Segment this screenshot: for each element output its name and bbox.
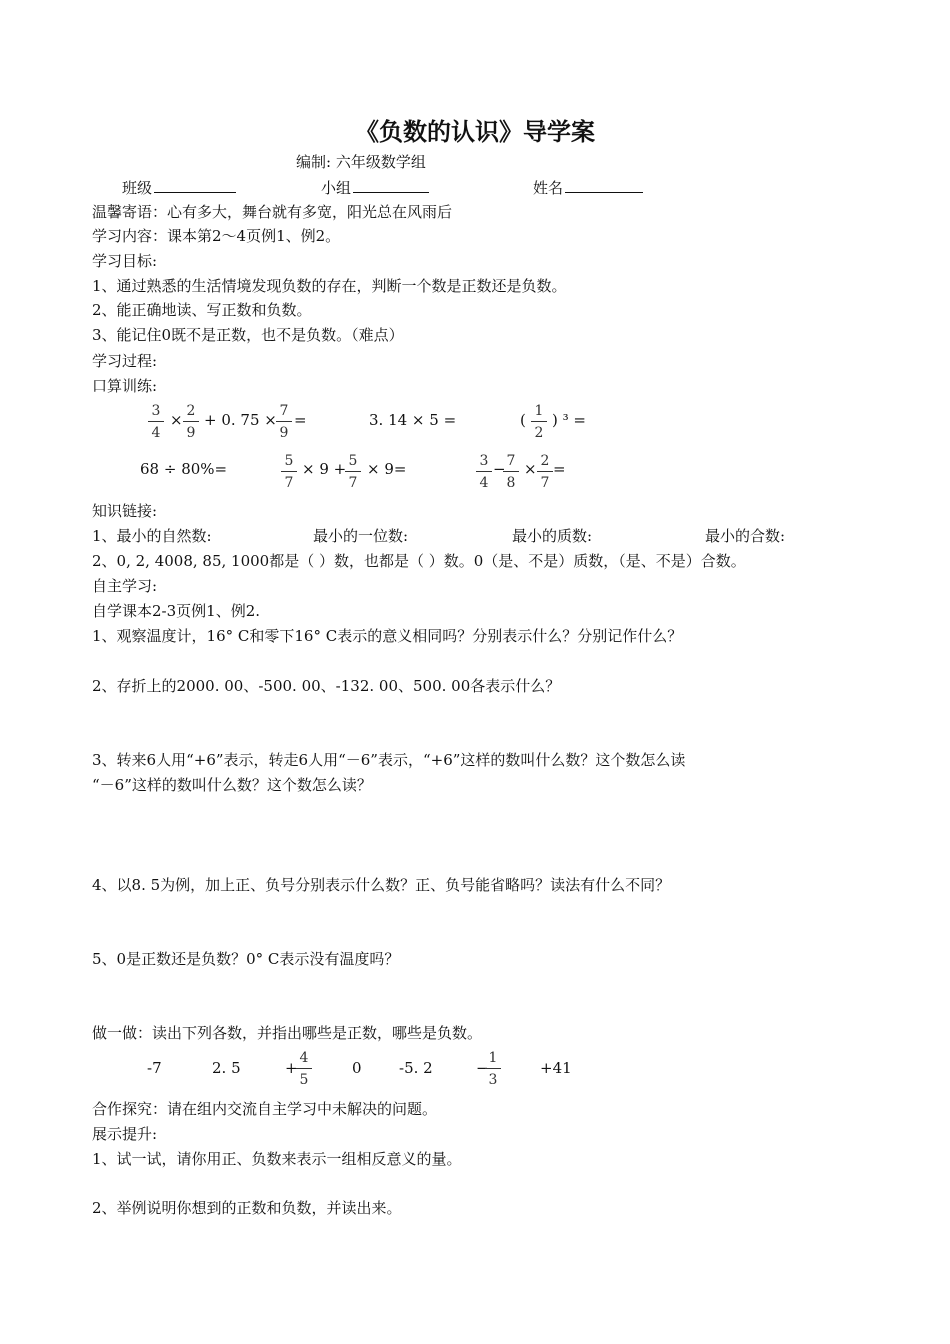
group-label: 小组 <box>321 179 352 197</box>
smallest-natural-number: 1、最小的自然数: <box>92 527 212 545</box>
goal-item: 1、通过熟悉的生活情境发现负数的存在，判断一个数是正数还是负数。 <box>92 277 567 295</box>
fraction: 3 4 <box>474 452 494 492</box>
oral-expression-2: 3. 14 × 5 = <box>369 411 457 429</box>
group-blank[interactable] <box>353 176 429 193</box>
process-heading: 学习过程: <box>92 352 158 370</box>
fraction: 1 2 <box>529 402 549 442</box>
content-line: 学习内容：课本第2～4页例1、例2。 <box>92 227 341 245</box>
self-heading: 自主学习: <box>92 577 158 595</box>
operator: − <box>493 460 506 478</box>
link-question-1 <box>92 525 212 547</box>
group-field <box>321 176 429 199</box>
smallest-composite: 最小的合数: <box>705 527 786 545</box>
self-question-cont: “－6”这样的数叫什么数？这个数怎么读？ <box>92 776 372 794</box>
fraction: 1 3 <box>483 1049 503 1089</box>
number-item: -7 <box>147 1059 162 1077</box>
self-question: 4、以8. 5为例，加上正、负号分别表示什么数？正、负号能省略吗？读法有什么不同？ <box>92 876 671 894</box>
class-label: 班级 <box>122 179 153 197</box>
fraction: 7 9 <box>274 402 294 442</box>
fraction: 5 7 <box>279 452 299 492</box>
goal-item: 3、能记住0既不是正数，也不是负数。（难点） <box>92 326 404 344</box>
self-question: 2、存折上的2000. 00、-500. 00、-132. 00、500. 00各表示什么？ <box>92 677 561 695</box>
operator: × <box>170 411 183 429</box>
operator: × 9 + <box>302 460 347 478</box>
self-question: 3、转来6人用“+6”表示，转走6人用“－6”表示，“+6”这样的数叫什么数？这个数怎么读 <box>92 751 686 769</box>
sign: − <box>476 1059 489 1077</box>
oral-heading: 口算训练: <box>92 377 158 395</box>
number-item: 0 <box>352 1059 362 1077</box>
paren: ) ³ = <box>552 411 586 429</box>
show-item: 2、举例说明你想到的正数和负数，并读出来。 <box>92 1199 402 1217</box>
operator: × <box>524 460 537 478</box>
number-item: +41 <box>540 1059 572 1077</box>
author-line: 编制: 六年级数学组 <box>296 153 426 171</box>
paren: ( <box>520 411 526 429</box>
operator: = <box>294 411 307 429</box>
self-question: 1、观察温度计，16° C和零下16° C表示的意义相同吗？分别表示什么？分别记作什么？ <box>92 627 683 645</box>
fraction: 3 4 <box>146 402 166 442</box>
show-item: 1、试一试，请你用正、负数来表示一组相反意义的量。 <box>92 1150 462 1168</box>
name-field <box>533 176 643 199</box>
number-item: -5. 2 <box>399 1059 433 1077</box>
operator: + 0. 75 × <box>204 411 277 429</box>
class-field <box>122 176 236 199</box>
self-question: 5、0是正数还是负数？0° C表示没有温度吗？ <box>92 950 400 968</box>
fraction: 2 9 <box>181 402 201 442</box>
coop-line: 合作探究：请在组内交流自主学习中未解决的问题。 <box>92 1100 438 1118</box>
name-blank[interactable] <box>565 176 643 193</box>
link-question-2: 2、0, 2, 4008, 85, 1000都是（ ）数，也都是（ ）数。0（是、不是）质数，（是、不是）合数。 <box>92 552 746 570</box>
page-title: 《负数的认识》导学案 <box>355 117 595 146</box>
goal-item: 2、能正确地读、写正数和负数。 <box>92 301 312 319</box>
oral-expression-4: 68 ÷ 80%= <box>140 460 228 478</box>
show-heading: 展示提升: <box>92 1125 158 1143</box>
goals-heading: 学习目标: <box>92 252 158 270</box>
fraction: 5 7 <box>343 452 363 492</box>
operator: × 9= <box>367 460 407 478</box>
practice-heading: 做一做：读出下列各数，并指出哪些是正数，哪些是负数。 <box>92 1024 483 1042</box>
self-intro: 自学课本2-3页例1、例2. <box>92 602 261 620</box>
class-blank[interactable] <box>154 176 236 193</box>
number-item: 2. 5 <box>212 1059 241 1077</box>
name-label: 姓名 <box>533 179 564 197</box>
fraction: 7 8 <box>501 452 521 492</box>
fraction: 4 5 <box>294 1049 314 1089</box>
link-heading: 知识链接: <box>92 502 158 520</box>
tip-line: 温馨寄语：心有多大，舞台就有多宽，阳光总在风雨后 <box>92 203 453 221</box>
sign: + <box>285 1059 298 1077</box>
operator: = <box>553 460 566 478</box>
fraction: 2 7 <box>535 452 555 492</box>
smallest-one-digit: 最小的一位数: <box>313 527 409 545</box>
smallest-prime: 最小的质数: <box>512 527 593 545</box>
